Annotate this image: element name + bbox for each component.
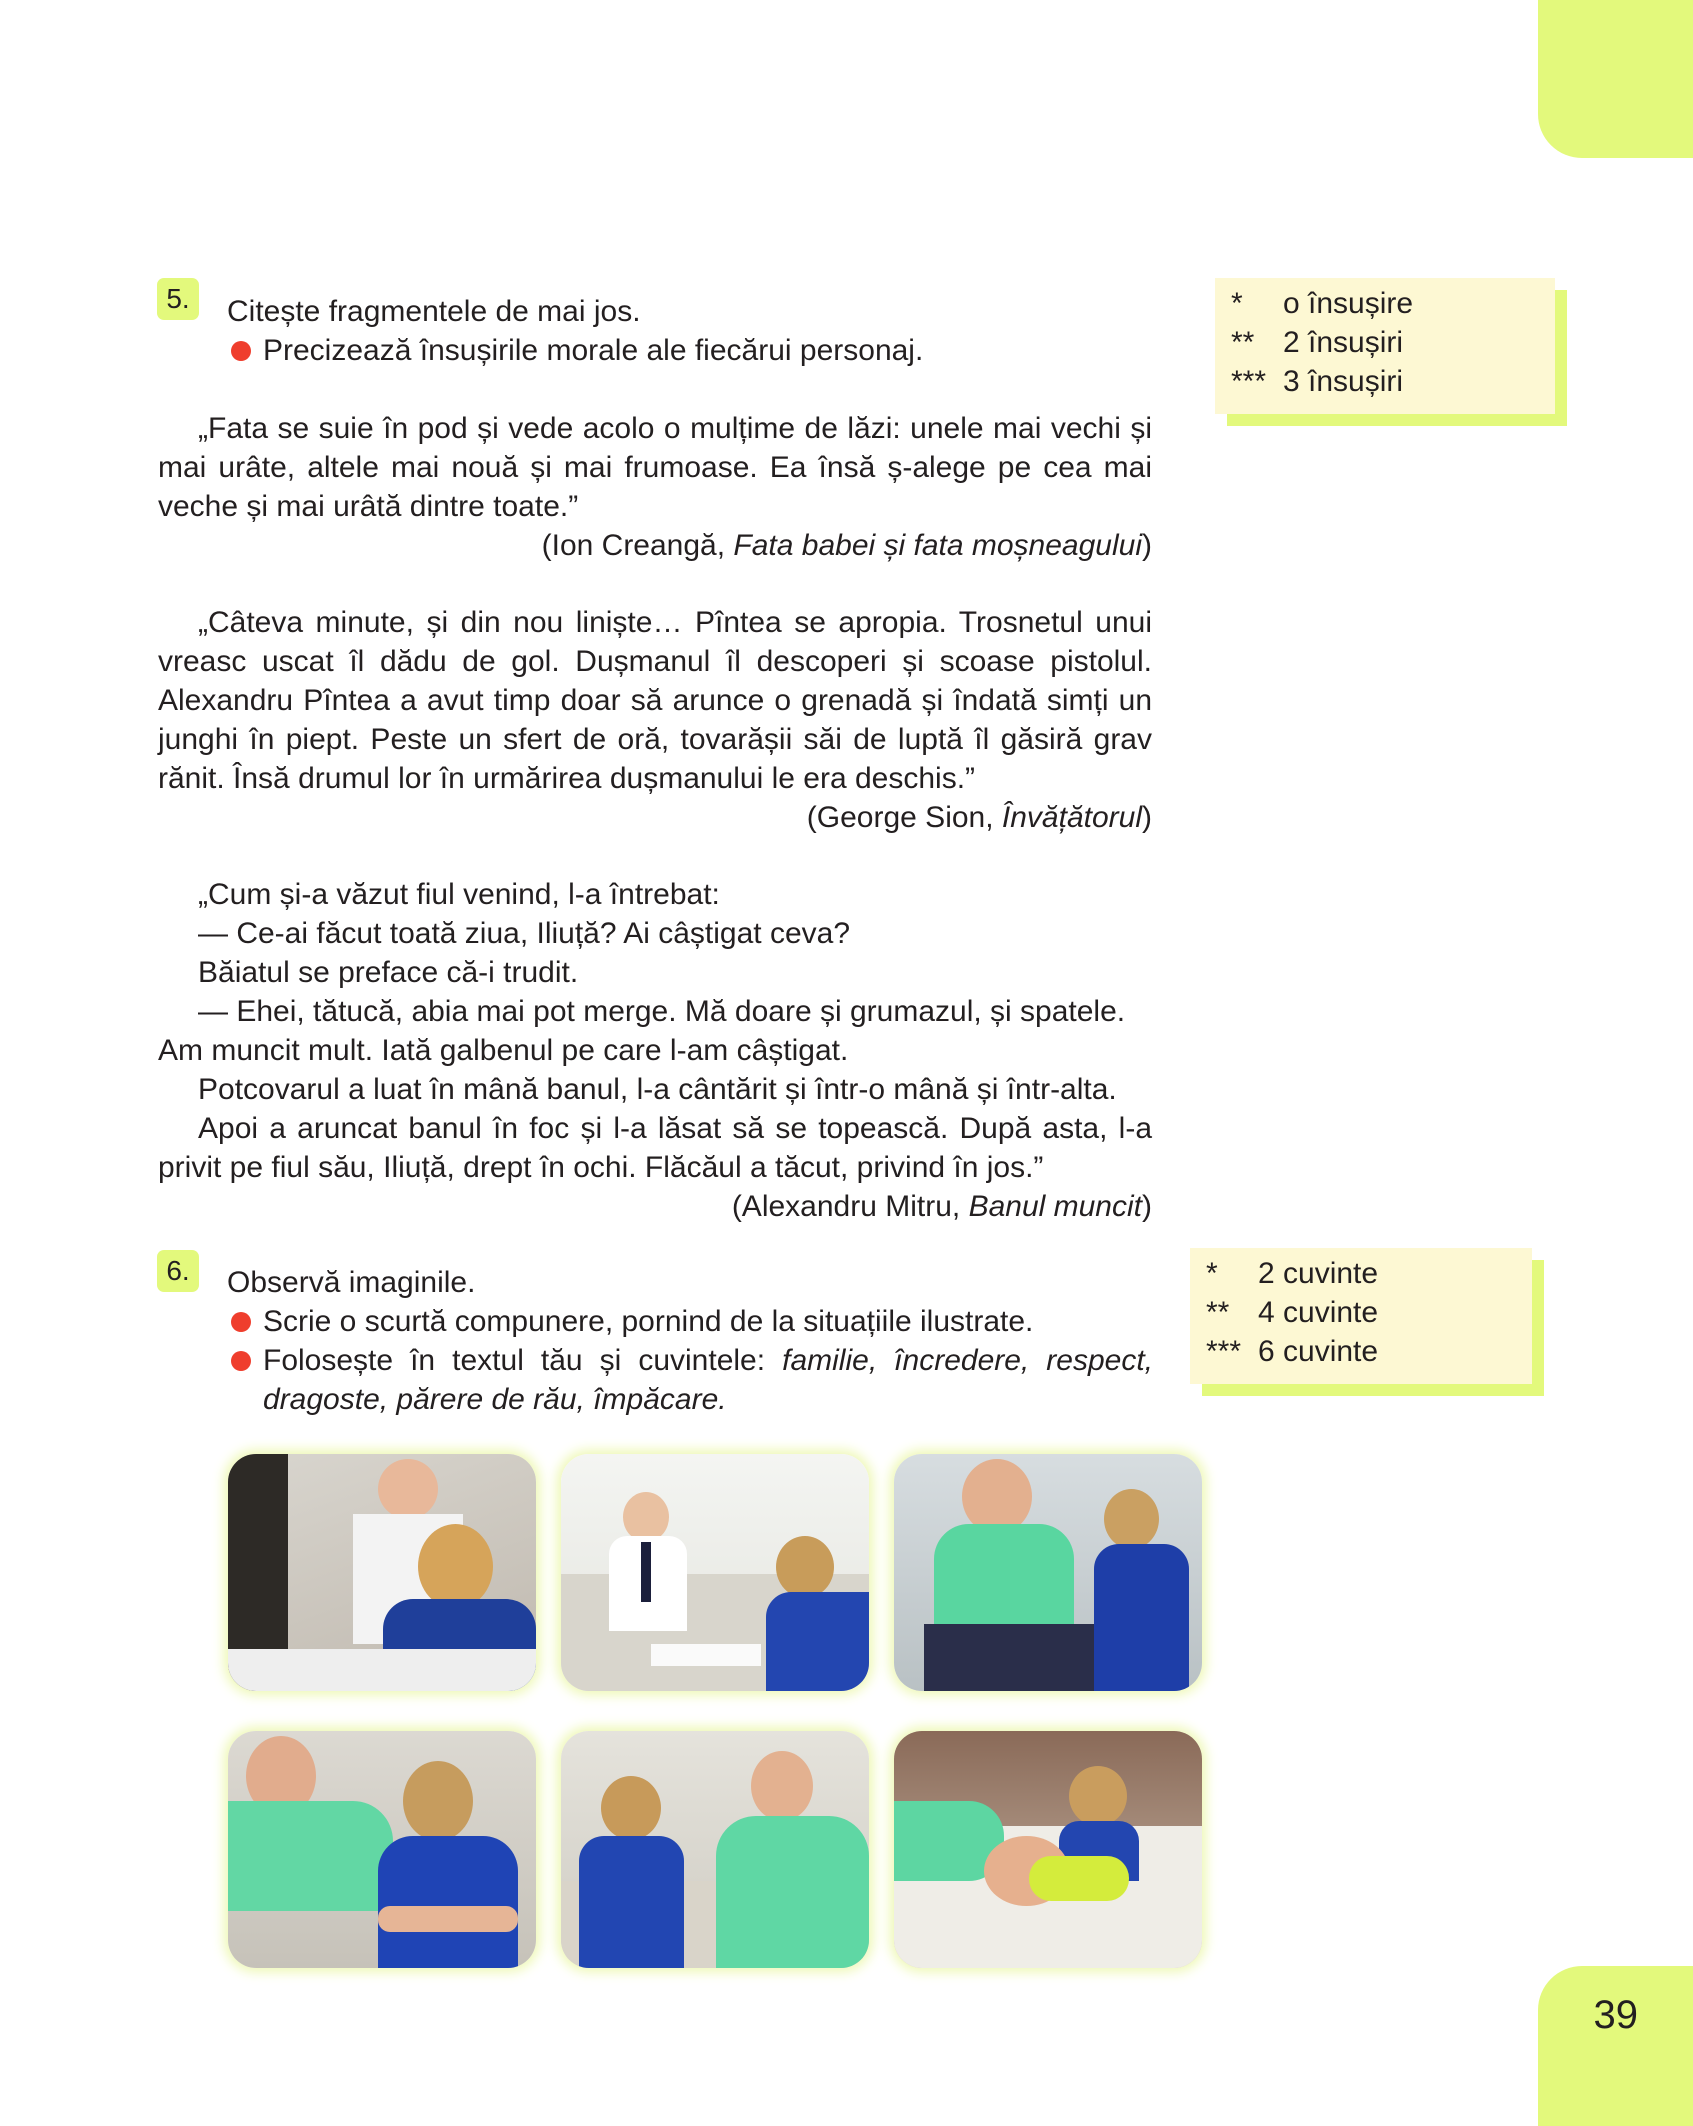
fragment-3: „Cum și-a văzut fiul venind, l-a întrebat: — Ce-ai făcut toată ziua, Iliuță? Ai câștigat ceva? Băiatul se preface că-i trudit. — Ehei, tătucă, abia mai pot merge. Mă doare și grumazul, și spatele. Am muncit mult. Iată galbenul pe care l-am câștigat. Potcovarul a luat în mână banul, l-a cântărit și într-o mână și într-alta. Apoi a aruncat banul în foc și l-a lăsat să se topească. După asta, l-a privit pe fiul său, Iliuță, drept în ochi. Flăcăul a tăcut, privind în jos.” (Alexandru Mitru, Banul muncit) (158, 875, 1152, 1226)
fragment-1 (158, 409, 1152, 565)
fragment-2-attribution: (George Sion, Învățătorul) (806, 801, 1152, 834)
fragment-2-text: „Câteva minute, și din nou liniște… Pîntea se apropia. Trosnetul unui vreasc uscat îl dădu de gol. Dușmanul îl descoperi și scoase pistolul. Alexandru Pîntea a avut timp doar să arunce o grenadă și îndată simți un junghi în piept. Peste un sfert de oră, tovarășii săi de luptă îl găsiră grav rănit. Însă drumul lor în urmărirea dușmanului le era deschis.” (158, 606, 1152, 795)
exercise-5-level-note: * o însușire ** 2 însușiri *** 3 însușiri (1215, 278, 1555, 414)
photo-arguing-parents (228, 1454, 536, 1691)
exercise-6-number: 6. (157, 1250, 199, 1292)
fragment-3-attribution: (Alexandru Mitru, Banul muncit) (731, 1190, 1152, 1223)
photo-boy-arms-crossed (228, 1731, 536, 1968)
page-number: 39 (1593, 1993, 1638, 2037)
bullet-icon (231, 1351, 251, 1371)
exercise-6-bullet-1: Scrie o scurtă compunere, pornind de la situațiile ilustrate. (263, 1305, 1034, 1338)
exercise-5-bullet: Precizează însușirile morale ale fiecărui personaj. (263, 334, 924, 367)
exercise-5-instruction: Citește fragmentele de mai jos. (227, 295, 641, 328)
exercise-6-bullet-2: Folosește în textul tău și cuvintele: familie, încredere, respect, dragoste, părere de rău, împăcare. (263, 1344, 1154, 1416)
exercise-6-instruction: Observă imaginile. (227, 1266, 476, 1299)
corner-tab-top (1538, 0, 1693, 158)
fragment-1-attribution: (Ion Creangă, Fata babei și fata moșneagului) (541, 529, 1152, 562)
photo-tired-father (894, 1454, 1202, 1691)
bullet-icon (231, 1312, 251, 1332)
corner-tab-bottom (1538, 1966, 1693, 2126)
fragment-2 (158, 603, 1152, 837)
exercise-6-level-note: * 2 cuvinte ** 4 cuvinte *** 6 cuvinte (1190, 1248, 1532, 1384)
fragment-1-text: „Fata se suie în pod și vede acolo o mulțime de lăzi: unele mai vechi și mai urâte, altele mai nouă și mai frumoase. Ea însă ș-alege pe cea mai veche și mai urâtă dintre toate.” (158, 412, 1152, 523)
photo-father-watching-tv (561, 1454, 869, 1691)
exercise-5-number: 5. (157, 278, 199, 320)
photo-father-sleeping (894, 1731, 1202, 1968)
photo-father-and-son-sitting (561, 1731, 869, 1968)
bullet-icon (231, 341, 251, 361)
